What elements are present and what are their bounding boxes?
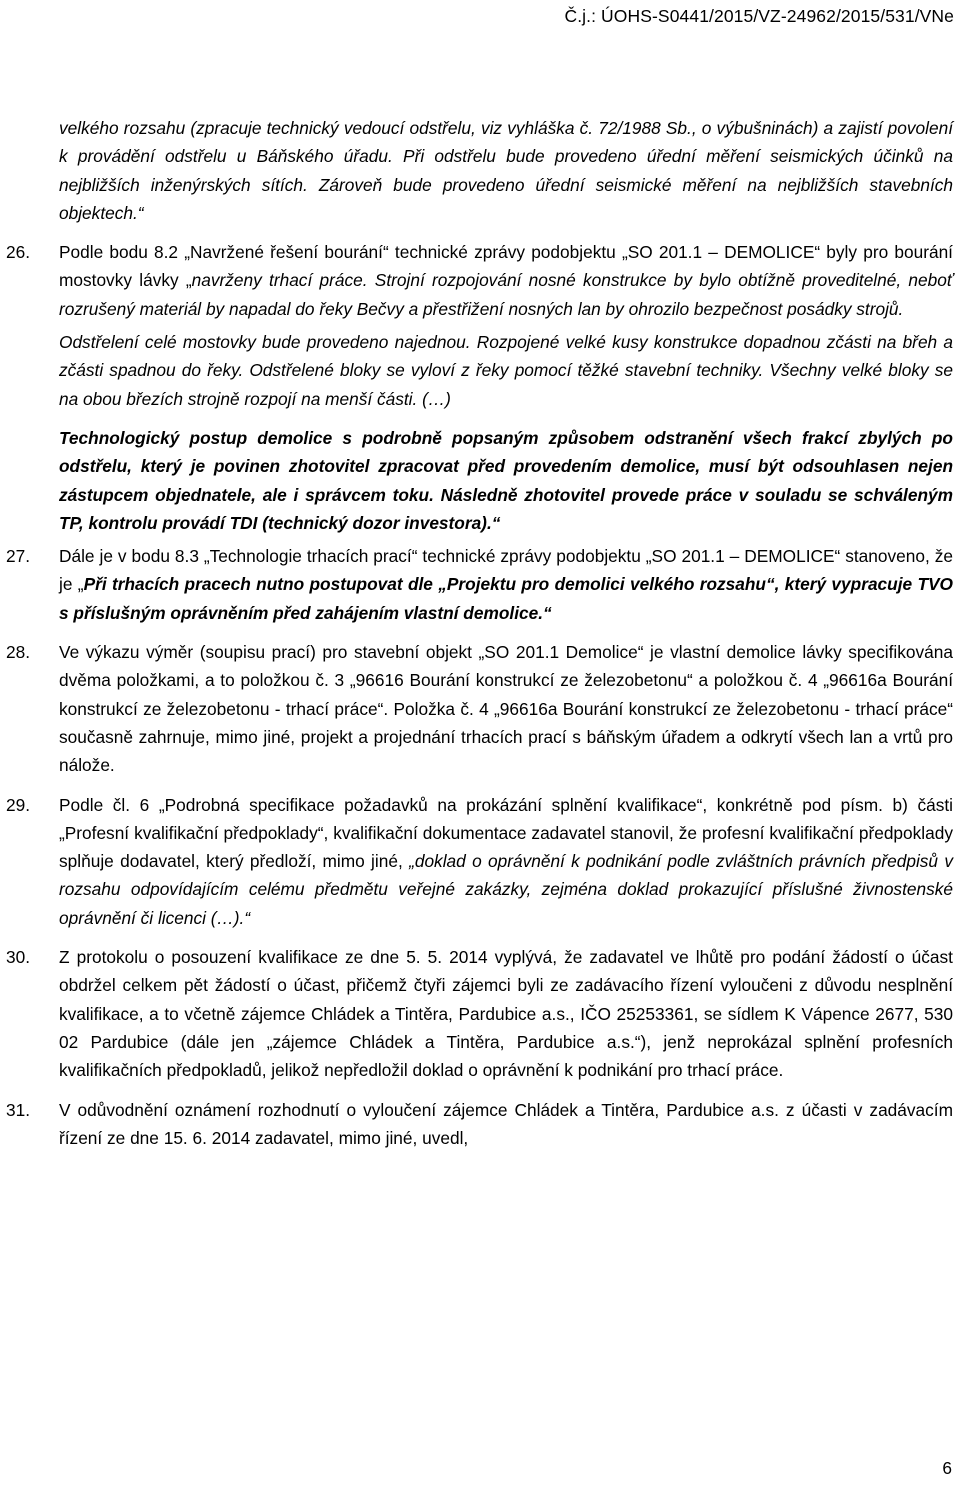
quote-bold-technology: Technologický postup demolice s podrobně popsaným způsobem odstranění všech frakcí zbylých po odstřelu, který je povinen zhotovitel zpracovat před provedením demolice, musí být odsouhlasen nejen zástupcem objednatele, ale i správcem toku. Následně zhotovitel provede práce v souladu se schváleným TP, kontrolu provádí TDI (technický dozor investora).“ bbox=[59, 427, 953, 533]
paragraph-30 bbox=[6, 943, 953, 1084]
paragraph-29 bbox=[6, 791, 953, 932]
paragraph-lead: Dále je v bodu 8.3 „Technologie trhacích prací“ technické zprávy podobjektu „SO 201.1 – DEMOLICE“ stanoveno, že je „ bbox=[59, 546, 953, 595]
paragraph-28 bbox=[6, 638, 953, 779]
paragraph-lead: Podle bodu 8.2 „Navržené řešení bourání“ technické zprávy podobjektu „SO 201.1 – DEMOLICE“ byly pro bourání mostovky lávky „ bbox=[59, 242, 953, 291]
paragraph-27 bbox=[6, 542, 954, 627]
quote-continuation: Odstřelení celé mostovky bude provedeno najednou. Rozpojené velké kusy konstrukce dopadnou zčásti na břeh a zčásti spadnou do řeky. Odstřelené bloky se vyloví z řeky pomocí těžké stavební techniky. Všechny velké bloky se na obou březích strojně rozpojí na menší části. (…) bbox=[59, 332, 953, 409]
paragraph-text: V odůvodnění oznámení rozhodnutí o vyloučení zájemce Chládek a Tintěra, Pardubice a.s. z účasti v zadávacím řízení ze dne 15. 6. 2014 zadavatel, mimo jiné, uvedl, bbox=[59, 1099, 953, 1148]
document-body bbox=[6, 114, 954, 1152]
intro-quote: velkého rozsahu (zpracuje technický vedoucí odstřelu, viz vyhláška č. 72/1988 Sb., o výbušninách) a zajistí povolení k provádění odstřelu u Báňského úřadu. Při odstřelu bude provedeno úřední měření seismických účinků na nejbližších inženýrských sítích. Zároveň bude provedeno úřední seismické měření na nejbližších stavebních objektech.“ bbox=[59, 118, 953, 223]
quoted-text: Při trhacích pracech nutno postupovat dle „Projektu pro demolici velkého rozsahu“, který vypracuje TVO s příslušným oprávněním před zahájením vlastní demolice.“ bbox=[59, 574, 954, 623]
quoted-text: navrženy trhací práce. Strojní rozpojování nosné konstrukce by bylo obtížně proveditelné, neboť rozrušený materiál by napadal do řeky Bečvy a přestřižení nosných lan by ohrozilo bezpečnost posádky strojů. bbox=[59, 270, 953, 319]
paragraph-number: 28. bbox=[6, 642, 31, 663]
paragraph-number: 26. bbox=[6, 242, 31, 263]
paragraph-number: 27. bbox=[6, 546, 31, 567]
paragraph-number: 29. bbox=[6, 794, 31, 815]
paragraph-26 bbox=[6, 238, 953, 323]
paragraph-text: Ve výkazu výměr (soupisu prací) pro stavební objekt „SO 201.1 Demolice“ je vlastní demolice lávky specifikována dvěma položkami, a to položkou č. 3 „96616 Bourání konstrukcí ze železobetonu“ a položkou č. 4 „96616a Bourání konstrukcí ze železobetonu - trhací práce“. Položka č. 4 „96616a Bourání konstrukcí ze železobetonu - trhací práce“ současně zahrnuje, mimo jiné, projekt a projednání trhacích prací s báňským úřadem a odkrytí všech lan a vrtů pro nálože. bbox=[59, 642, 953, 776]
paragraph-31 bbox=[6, 1096, 953, 1153]
quoted-text: „doklad o oprávnění k podnikání podle zvláštních právních předpisů v rozsahu odpovídajícím celému předmětu veřejné zakázky, zejména doklad prokazující příslušné živnostenské oprávnění či licenci (…).“ bbox=[59, 851, 953, 928]
paragraph-text: Z protokolu o posouzení kvalifikace ze dne 5. 5. 2014 vyplývá, že zadavatel ve lhůtě pro podání žádostí o účast obdržel celkem pět žádostí o účast, přičemž čtyři zájemci byli ze zadávacího řízení vyloučeni z důvodu nesplnění kvalifikace, a to včetně zájemce Chládek a Tintěra, Pardubice a.s., IČO 25253361, se sídlem K Vápence 2677, 530 02 Pardubice (dále jen „zájemce Chládek a Tintěra, Pardubice a.s.“), jenž neprokázal splnění profesních kvalifikačních předpokladů, jelikož nepředložil doklad o oprávnění k podnikání pro trhací práce. bbox=[59, 947, 953, 1081]
page-number: 6 bbox=[942, 1458, 952, 1478]
document-reference: Č.j.: ÚOHS-S0441/2015/VZ-24962/2015/531/VNe bbox=[564, 6, 954, 26]
paragraph-lead: Podle čl. 6 „Podrobná specifikace požadavků na prokázání splnění kvalifikace“, konkrétně pod písm. b) části „Profesní kvalifikační předpoklady“, kvalifikační dokumentace zadavatel stanovil, že profesní kvalifikační předpoklady splňuje dodavatel, který předloží, mimo jiné, bbox=[59, 794, 953, 872]
paragraph-number: 30. bbox=[6, 947, 31, 968]
paragraph-number: 31. bbox=[6, 1099, 31, 1120]
